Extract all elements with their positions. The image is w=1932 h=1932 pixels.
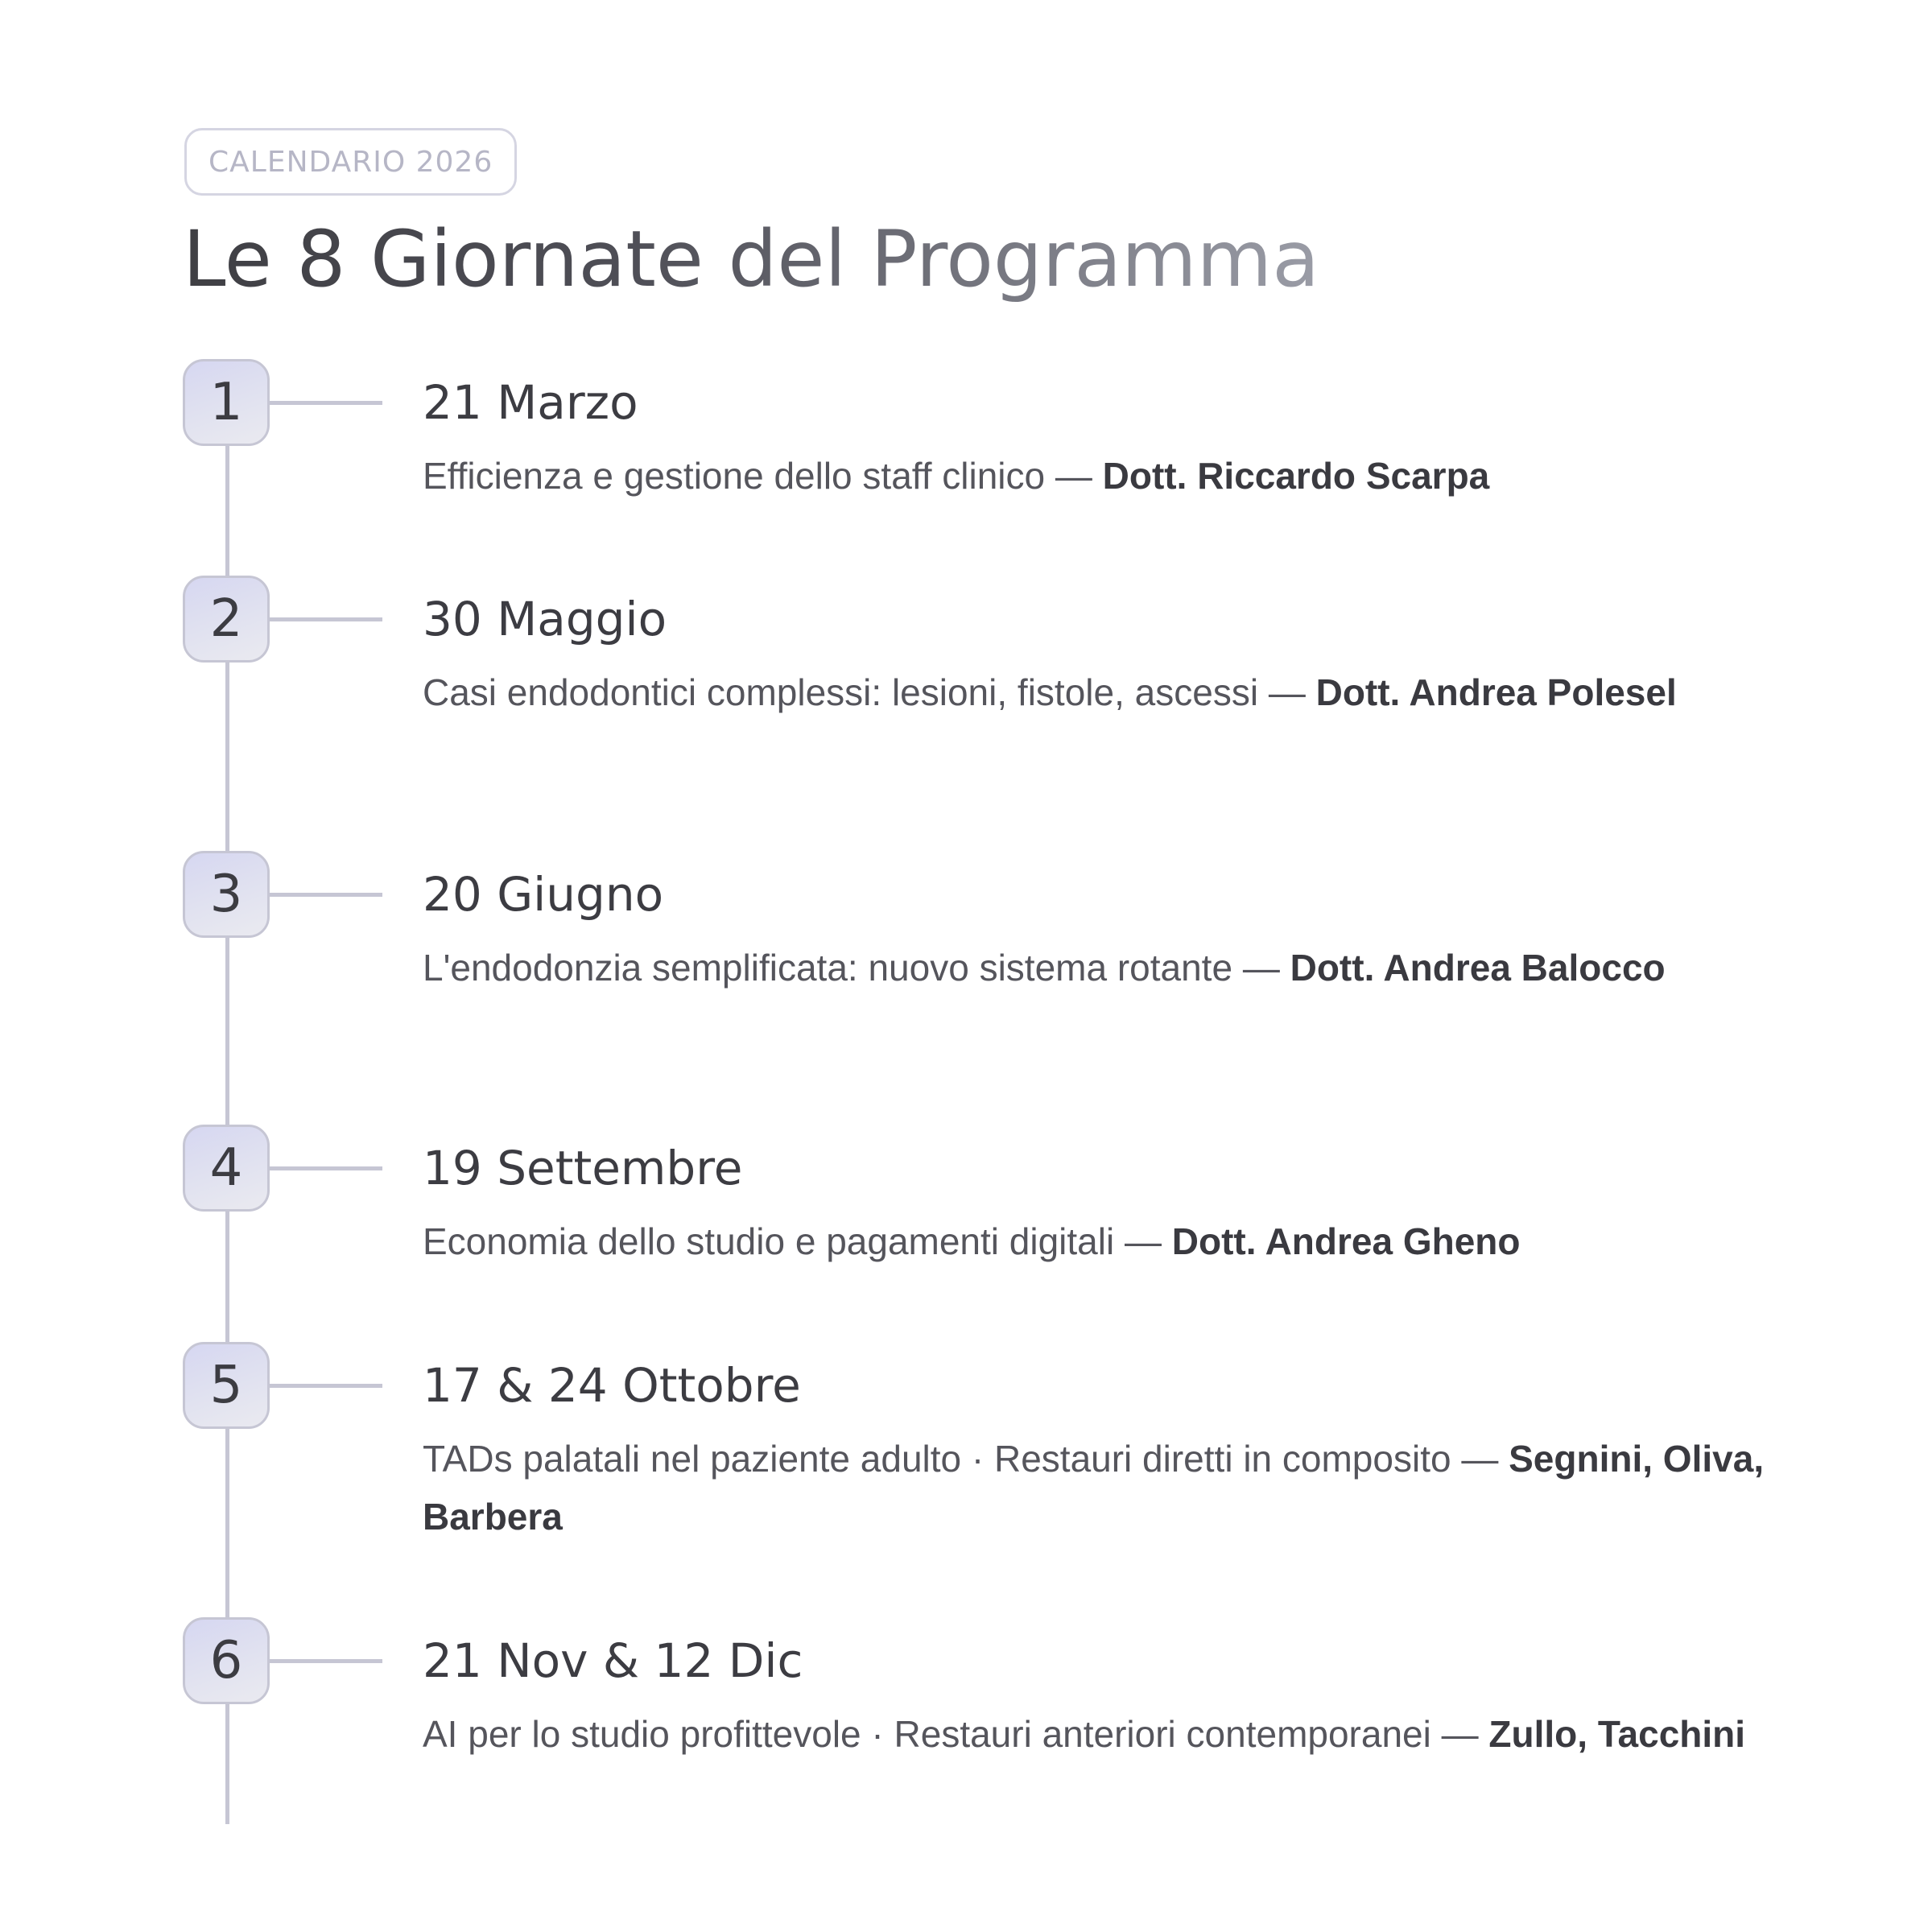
step-date: 17 & 24 Ottobre	[423, 1358, 801, 1413]
step-speaker: Dott. Andrea Balocco	[1290, 947, 1666, 989]
step-number-badge: 3	[183, 851, 270, 938]
step-number-badge: 5	[183, 1342, 270, 1429]
step-number-badge: 6	[183, 1617, 270, 1704]
step-number-badge: 4	[183, 1125, 270, 1212]
step-speaker: Dott. Andrea Gheno	[1171, 1220, 1521, 1262]
connector-line	[270, 893, 382, 897]
connector-line	[270, 1384, 382, 1388]
step-speaker: Segnini, Oliva, Barbera	[423, 1438, 1765, 1538]
step-date: 19 Settembre	[423, 1141, 743, 1195]
step-speaker: Dott. Andrea Polesel	[1315, 671, 1677, 713]
step-number-badge: 1	[183, 359, 270, 446]
step-description	[423, 1430, 1791, 1546]
step-date: 20 Giugno	[423, 867, 664, 922]
step-date: 21 Nov & 12 Dic	[423, 1633, 803, 1688]
header-badge: CALENDARIO 2026	[184, 128, 517, 196]
step-speaker: Zullo, Tacchini	[1488, 1713, 1746, 1755]
step-description	[423, 1705, 1791, 1763]
step-date: 30 Maggio	[423, 592, 667, 646]
step-speaker: Dott. Riccardo Scarpa	[1102, 455, 1490, 497]
step-number-badge: 2	[183, 576, 270, 663]
connector-line	[270, 401, 382, 405]
step-topic: Efficienza e gestione dello staff clinico —	[423, 455, 1092, 497]
connector-line	[270, 1659, 382, 1663]
step-description	[423, 939, 1791, 997]
step-description	[423, 1212, 1791, 1270]
step-topic: L'endodonzia semplificata: nuovo sistema rotante —	[423, 947, 1280, 989]
step-topic: Casi endodontici complessi: lesioni, fistole, ascessi —	[423, 671, 1306, 713]
step-topic: TADs palatali nel paziente adulto · Restauri diretti in composito —	[423, 1438, 1499, 1480]
step-description	[423, 663, 1791, 721]
step-topic: Economia dello studio e pagamenti digitali —	[423, 1220, 1162, 1262]
step-date: 21 Marzo	[423, 375, 638, 430]
connector-line	[270, 1166, 382, 1170]
connector-line	[270, 617, 382, 621]
step-description	[423, 447, 1791, 505]
step-topic: AI per lo studio profittevole · Restauri anteriori contemporanei —	[423, 1713, 1479, 1755]
page-title: Le 8 Giornate del Programma	[183, 203, 1319, 316]
